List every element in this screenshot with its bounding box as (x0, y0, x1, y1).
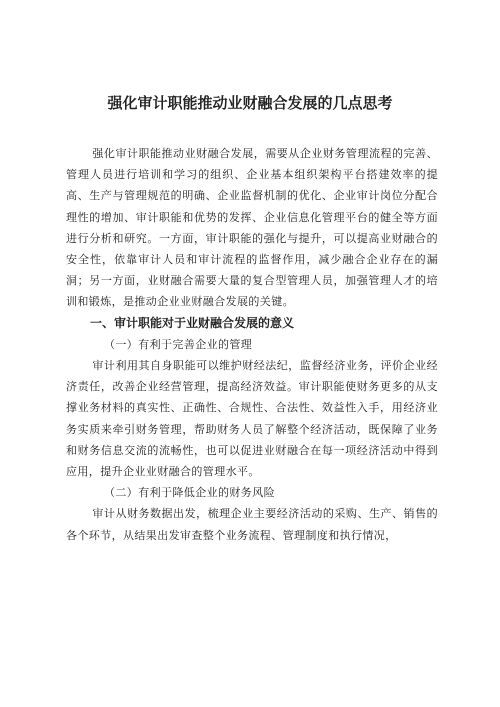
section-heading-1: 一、审计职能对于业财融合发展的意义 (90, 315, 295, 330)
subsection-paragraph-2: 审计从财务数据出发，梳理企业主要经济活动的采购、生产、销售的各个环节，从结果出发审查整个业务流程、管理制度和执行情况， (66, 507, 438, 542)
document-title: 强化审计职能推动业财融合发展的几点思考 (107, 94, 393, 112)
subsection-heading-1: （一）有利于完善企业的管理 (104, 337, 253, 351)
intro-paragraph: 强化审计职能推动业财融合发展，需要从企业财务管理流程的完善、管理人员进行培训和学习的组织、企业基本组织架构平台搭建效率的提高、生产与管理规范的明确、企业监督机制的优化、企业审计岗位分配合理性的增加、审计职能和优势的发挥、企业信息化管理平台的健全等方面进行分析和研究。一方面，审计职能的强化与提升，可以提高业财融合的安全性，依靠审计人员和审计流程的监督作用，减少融合企业存在的漏洞；另一方面，业财融合需要大量的复合型管理人员，加强管理人才的培训和锻炼，是推动企业业财融合发展的关键。 (66, 147, 438, 309)
subsection-paragraph-1: 审计利用其自身职能可以维护财经法纪，监督经济业务，评价企业经济责任，改善企业经营管理，提高经济效益。审计职能使财务更多的从支撑业务材料的真实性、正确性、合规性、合法性、效益性入手，用经济业务实质来牵引财务管理，帮助财务人员了解整个经济活动，既保障了业务和财务信息交流的流畅性，也可以促进业财融合在每一项经济活动中得到应用，提升企业业财融合的管理水平。 (66, 359, 438, 479)
document-body (66, 143, 438, 546)
subsection-heading-2: （二）有利于降低企业的财务风险 (104, 486, 275, 500)
